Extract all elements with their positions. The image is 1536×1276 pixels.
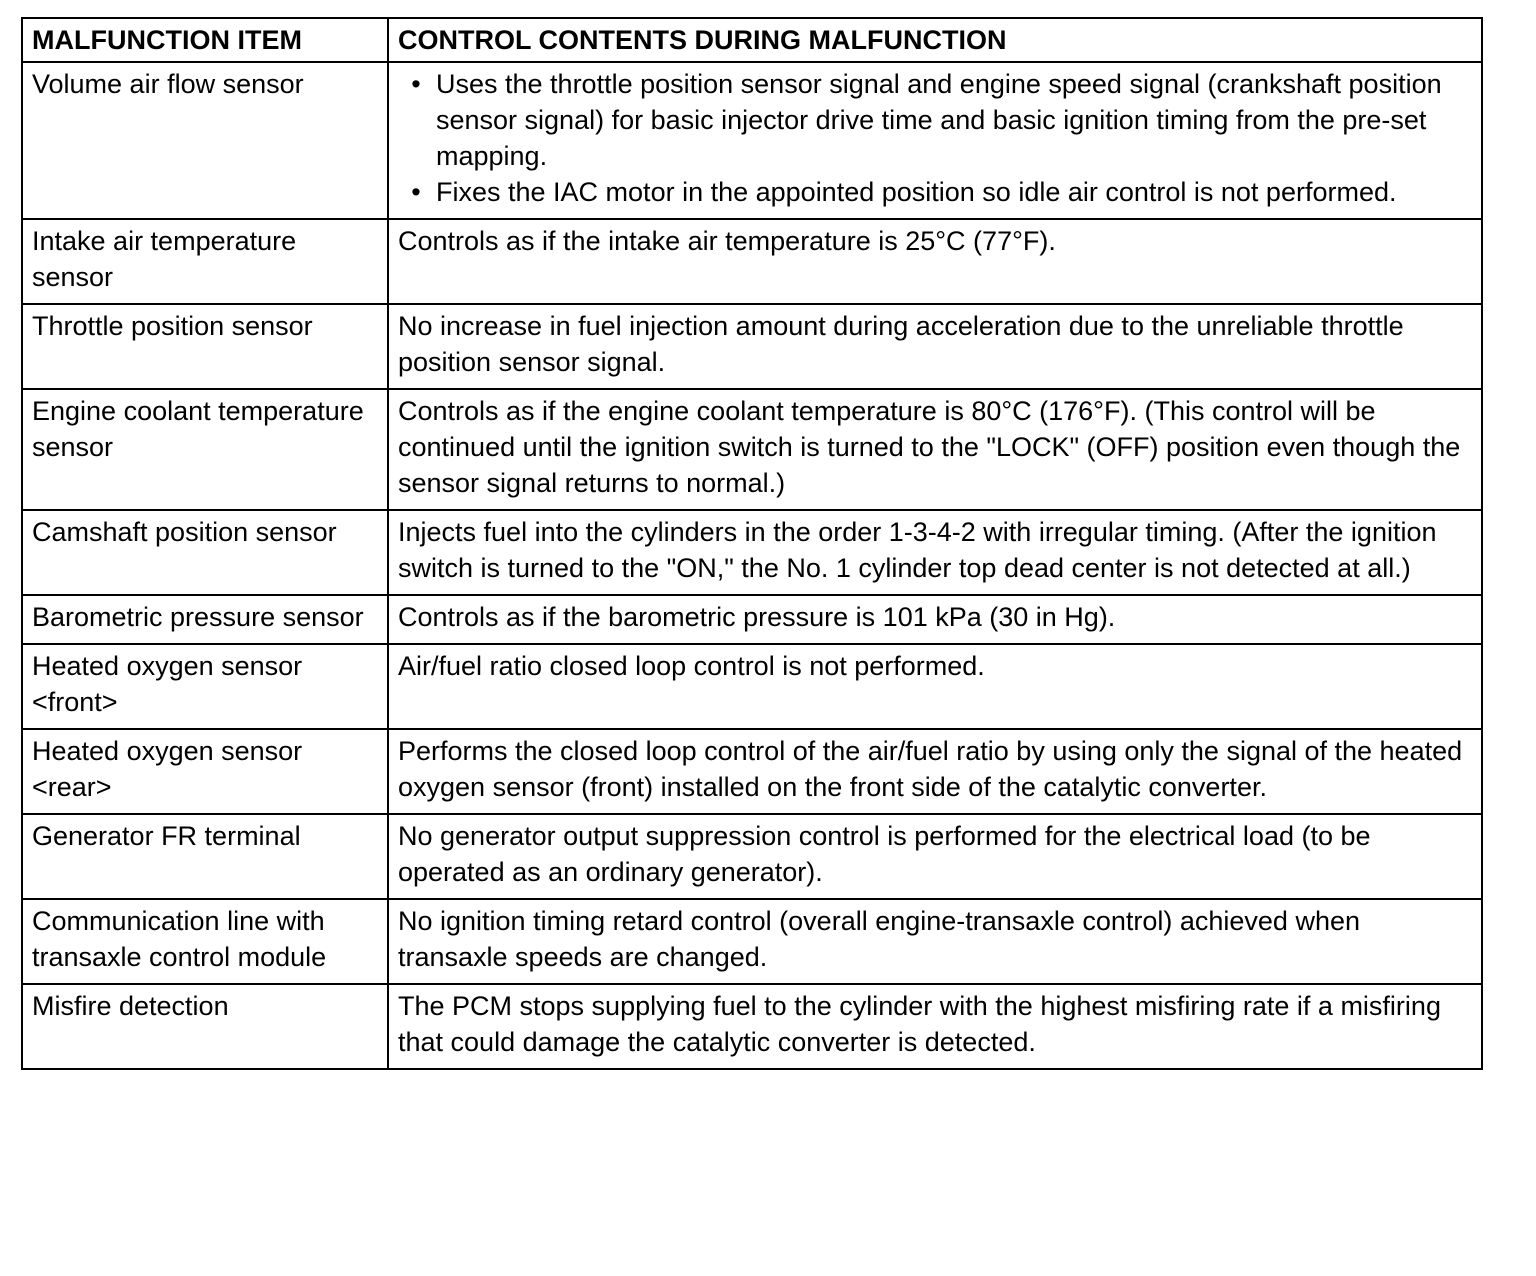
- table-row: [22, 814, 1482, 899]
- bullet-text: Uses the throttle position sensor signal and engine speed signal (crankshaft position sensor signal) for basic injector drive time and basic ignition timing from the pre-set mapping.: [436, 69, 1442, 171]
- bullet-icon: •: [411, 177, 421, 207]
- control-bullet-list: [398, 66, 1473, 210]
- header-control-contents: CONTROL CONTENTS DURING MALFUNCTION: [388, 18, 1482, 62]
- malfunction-item-cell: Volume air flow sensor: [22, 62, 388, 219]
- bullet-icon: •: [411, 69, 421, 99]
- control-contents-cell: Controls as if the engine coolant temperature is 80°C (176°F). (This control will be continued until the ignition switch is turned to the "LOCK" (OFF) position even though the sensor signal returns to normal.): [388, 389, 1482, 510]
- malfunction-item-cell: Intake air temperature sensor: [22, 219, 388, 304]
- malfunction-item-cell: Engine coolant temperature sensor: [22, 389, 388, 510]
- malfunction-table: [21, 17, 1483, 1070]
- header-malfunction-item: MALFUNCTION ITEM: [22, 18, 388, 62]
- control-contents-cell: Controls as if the barometric pressure is 101 kPa (30 in Hg).: [388, 595, 1482, 644]
- table-row: [22, 389, 1482, 510]
- table-row: [22, 729, 1482, 814]
- control-contents-cell: No increase in fuel injection amount during acceleration due to the unreliable throttle position sensor signal.: [388, 304, 1482, 389]
- malfunction-item-cell: Heated oxygen sensor <rear>: [22, 729, 388, 814]
- malfunction-table-container: [21, 17, 1481, 1070]
- table-row: [22, 219, 1482, 304]
- malfunction-item-cell: Misfire detection: [22, 984, 388, 1069]
- table-row: [22, 644, 1482, 729]
- control-contents-cell: [388, 62, 1482, 219]
- malfunction-item-cell: Generator FR terminal: [22, 814, 388, 899]
- bullet-text: Fixes the IAC motor in the appointed position so idle air control is not performed.: [436, 177, 1397, 207]
- table-row: [22, 510, 1482, 595]
- control-contents-cell: Air/fuel ratio closed loop control is not performed.: [388, 644, 1482, 729]
- control-contents-cell: No ignition timing retard control (overall engine-transaxle control) achieved when transaxle speeds are changed.: [388, 899, 1482, 984]
- table-row: [22, 304, 1482, 389]
- list-item: [411, 66, 1473, 174]
- malfunction-item-cell: Barometric pressure sensor: [22, 595, 388, 644]
- control-contents-cell: The PCM stops supplying fuel to the cylinder with the highest misfiring rate if a misfiring that could damage the catalytic converter is detected.: [388, 984, 1482, 1069]
- table-row: [22, 62, 1482, 219]
- control-contents-cell: Performs the closed loop control of the air/fuel ratio by using only the signal of the heated oxygen sensor (front) installed on the front side of the catalytic converter.: [388, 729, 1482, 814]
- table-row: [22, 595, 1482, 644]
- table-row: [22, 984, 1482, 1069]
- malfunction-item-cell: Heated oxygen sensor <front>: [22, 644, 388, 729]
- table-header-row: [22, 18, 1482, 62]
- malfunction-item-cell: Communication line with transaxle control module: [22, 899, 388, 984]
- malfunction-item-cell: Camshaft position sensor: [22, 510, 388, 595]
- control-contents-cell: Controls as if the intake air temperature is 25°C (77°F).: [388, 219, 1482, 304]
- control-contents-cell: No generator output suppression control is performed for the electrical load (to be operated as an ordinary generator).: [388, 814, 1482, 899]
- table-row: [22, 899, 1482, 984]
- list-item: [411, 174, 1473, 210]
- malfunction-item-cell: Throttle position sensor: [22, 304, 388, 389]
- control-contents-cell: Injects fuel into the cylinders in the order 1-3-4-2 with irregular timing. (After the ignition switch is turned to the "ON," the No. 1 cylinder top dead center is not detected at all.): [388, 510, 1482, 595]
